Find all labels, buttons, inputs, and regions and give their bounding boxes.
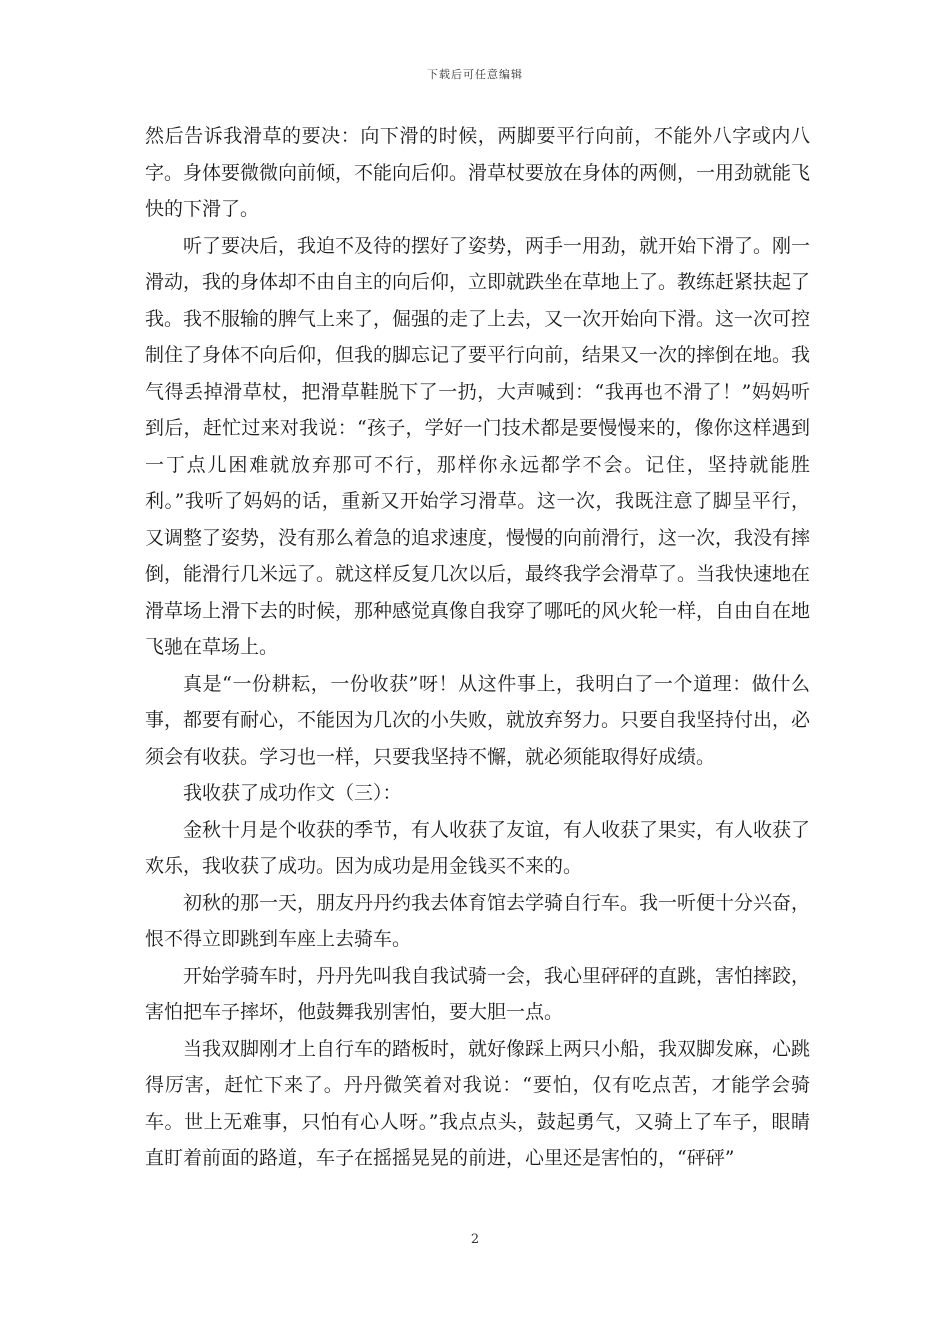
paragraph-3: 真是“一份耕耘，一份收获”呀！从这件事上，我明白了一个道理：做什么事，都要有耐心，不能因为几次的小失败，就放弃努力。只要自我坚持付出，必须会有收获。学习也一样，只要我坚持不懈，就必须能取得好成绩。 [145,672,811,768]
paragraph-2: 听了要决后，我迫不及待的摆好了姿势，两手一用劲，就开始下滑了。刚一滑动，我的身体却不由自主的向后仰，立即就跌坐在草地上了。教练赶紧扶起了我。我不服输的脾气上来了，倔强的走了上去，又一次开始向下滑。这一次可控制住了身体不向后仰，但我的脚忘记了要平行向前，结果又一次的摔倒在地。我气得丢掉滑草杖，把滑草鞋脱下了一扔，大声喊到：“我再也不滑了！”妈妈听到后，赶忙过来对我说：“孩子，学好一门技术都是要慢慢来的，像你这样遇到一丁点儿困难就放弃那可不行，那样你永远都学不会。记住，坚持就能胜利。”我听了妈妈的话，重新又开始学习滑草。这一次，我既注意了脚呈平行，又调整了姿势，没有那么着急的追求速度，慢慢的向前滑行，这一次，我没有摔倒，能滑行几米远了。就这样反复几次以后，最终我学会滑草了。当我快速地在滑草场上滑下去的时候，那种感觉真像自我穿了哪吒的风火轮一样，自由自在地飞驰在草场上。 [145,234,811,658]
paragraph-8: 当我双脚刚才上自行车的踏板时，就好像踩上两只小船，我双脚发麻，心跳得厉害，赶忙下来了。丹丹微笑着对我说：“要怕，仅有吃点苦，才能学会骑车。世上无难事，只怕有心人呀。”我点点头，鼓起勇气，又骑上了车子，眼睛直盯着前面的路道，车子在摇摇晃晃的前进，心里还是害怕的，“砰砰” [145,1037,811,1169]
section-subtitle: 我收获了成功作文（三）： [183,782,402,804]
paragraph-1: 然后告诉我滑草的要决：向下滑的时候，两脚要平行向前，不能外八字或内八字。身体要微微向前倾，不能向后仰。滑草杖要放在身体的两侧，一用劲就能飞快的下滑了。 [145,125,811,220]
page-header: 下载后可任意编辑 [427,68,523,81]
page-number: 2 [470,1232,480,1247]
paragraph-6: 初秋的那一天，朋友丹丹约我去体育馆去学骑自行车。我一听便十分兴奋，恨不得立即跳到车座上去骑车。 [145,891,811,950]
document-body [145,118,810,1177]
paragraph-5: 金秋十月是个收获的季节，有人收获了友谊，有人收获了果实，有人收获了欢乐，我收获了成功。因为成功是用金钱买不来的。 [145,818,811,877]
paragraph-7: 开始学骑车时，丹丹先叫我自我试骑一会，我心里砰砰的直跳，害怕摔跤，害怕把车子摔坏，他鼓舞我别害怕，要大胆一点。 [145,964,811,1023]
